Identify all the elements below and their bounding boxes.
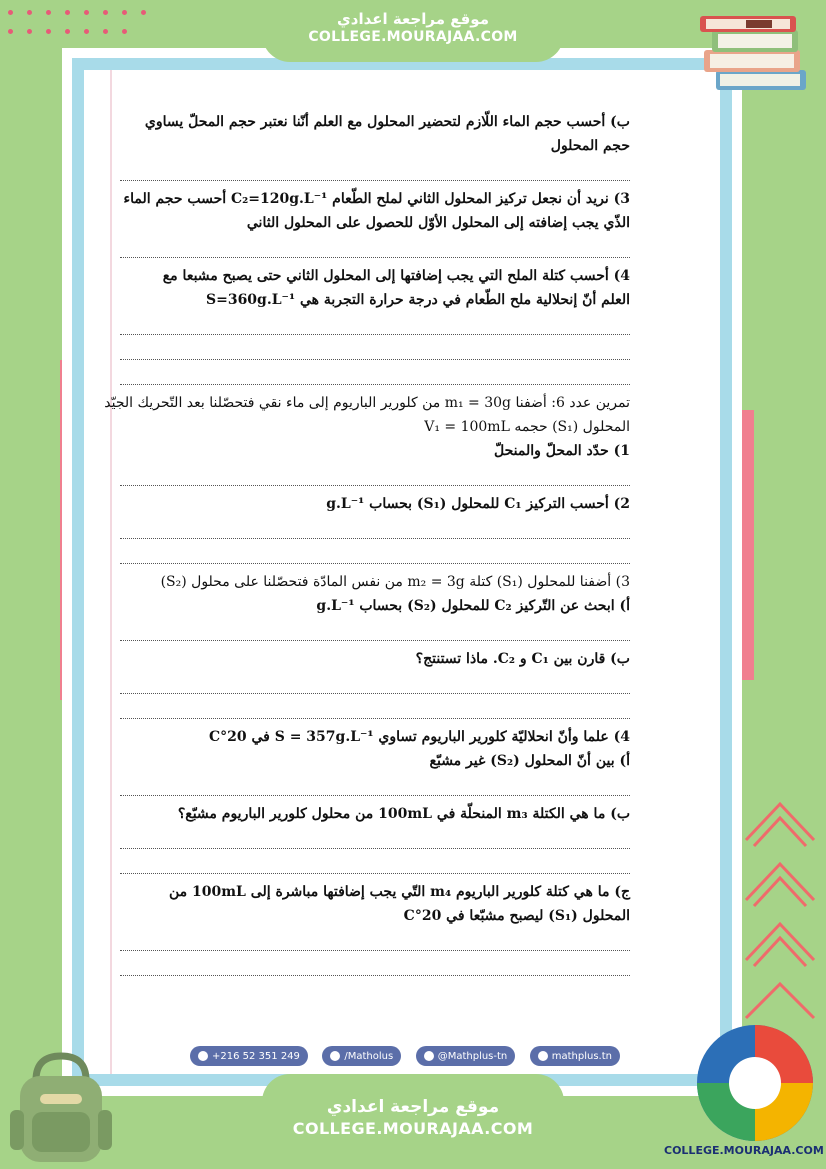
site-name-arabic: موقع مراجعة اعدادي [337, 10, 489, 28]
answer-line[interactable] [120, 675, 630, 694]
answer-line[interactable] [120, 957, 630, 976]
youtube-icon [424, 1051, 434, 1061]
answer-line[interactable] [120, 830, 630, 849]
answer-line[interactable] [120, 932, 630, 951]
question-3-line-2: الذّي يجب إضافته إلى المحلول الأوّل للحصول على المحلول الثاني [246, 215, 630, 231]
site-footer[interactable] [262, 1074, 564, 1169]
logo-icon[interactable] [694, 1022, 816, 1144]
exercise-6-question-4: 4) علما وأنّ انحلاليّة كلورير الباريوم تساوي S = 357g.L⁻¹ في 20°C [208, 729, 630, 745]
globe-icon [538, 1051, 548, 1061]
books-icon [698, 14, 810, 96]
exercise-6-question-1: 1) حدّد المحلّ والمنحلّ [494, 443, 630, 459]
exercise-6-question-2: 2) أحسب التركيز C₁ للمحلول (S₁) بحساب g.L⁻¹ [326, 496, 630, 512]
footer-site-name-arabic: موقع مراجعة اعدادي [326, 1097, 500, 1117]
exercise-6-line-2: المحلول (S₁) حجمه V₁ = 100mL [424, 419, 630, 435]
contact-youtube[interactable]: @Mathplus-tn [416, 1046, 516, 1066]
site-url[interactable]: COLLEGE.MOURAJAA.COM [308, 29, 518, 45]
question-b-line-1: ب) أحسب حجم الماء اللّازم لتحضير المحلول مع العلم أنّنا نعتبر حجم المحلّ يساوي [144, 114, 630, 130]
answer-line[interactable] [120, 520, 630, 539]
answer-line[interactable] [120, 855, 630, 874]
answer-line[interactable] [120, 366, 630, 385]
backpack-icon [6, 1050, 116, 1165]
exercise-6-line-1: تمرين عدد 6: أضفنا m₁ = 30g من كلورير الباريوم إلى ماء نقي فتحصّلنا بعد التّحريك الجيّد [104, 395, 630, 411]
answer-line[interactable] [120, 316, 630, 335]
answer-line[interactable] [120, 622, 630, 641]
question-4-line-1: 4) أحسب كتلة الملح التي يجب إضافتها إلى المحلول الثاني حتى يصبح مشبعا مع [162, 268, 630, 284]
question-b-line-2: حجم المحلول [550, 138, 630, 154]
exercise-6-question-4b: ب) ما هي الكتلة m₃ المنحلّة في 100mL من محلول كلورير الباريوم مشبّع؟ [177, 806, 630, 822]
whatsapp-icon [198, 1051, 208, 1061]
question-3-line-1: 3) نريد أن نجعل تركيز المحلول الثاني لملح الطّعام C₂=120g.L⁻¹ أحسب حجم الماء [123, 191, 630, 207]
footer-site-url[interactable]: COLLEGE.MOURAJAA.COM [292, 1119, 534, 1138]
exercise-6-question-3a: أ) ابحث عن التّركيز C₂ للمحلول (S₂) بحساب g.L⁻¹ [316, 598, 630, 614]
answer-line[interactable] [120, 777, 630, 796]
chevron-up-icon [740, 790, 820, 1020]
site-header[interactable] [262, 0, 564, 62]
contact-website[interactable]: mathplus.tn [530, 1046, 620, 1066]
exercise-6-question-3b: ب) قارن بين C₁ و C₂. ماذا تستنتج؟ [415, 651, 630, 667]
answer-line[interactable] [120, 545, 630, 564]
margin-line [110, 70, 112, 1074]
facebook-icon [330, 1051, 340, 1061]
answer-line[interactable] [120, 239, 630, 258]
answer-line[interactable] [120, 467, 630, 486]
contact-bar [190, 1046, 620, 1066]
contact-facebook[interactable]: /Matholus [322, 1046, 401, 1066]
exercise-6-question-4c-line-1: ج) ما هي كتلة كلورير الباريوم m₄ التّي يجب إضافتها مباشرة إلى 100mL من [168, 884, 630, 900]
worksheet-content [104, 80, 630, 1070]
decorative-dots [0, 0, 208, 60]
answer-line[interactable] [120, 700, 630, 719]
answer-line[interactable] [120, 162, 630, 181]
contact-phone[interactable]: +216 52 351 249 [190, 1046, 308, 1066]
exercise-6-question-4a: أ) بين أنّ المحلول (S₂) غير مشبّع [429, 753, 630, 769]
question-4-line-2: العلم أنّ إنحلالية ملح الطّعام في درجة حرارة التجربة هي S=360g.L⁻¹ [205, 292, 630, 308]
exercise-6-question-4c-line-2: المحلول (S₁) ليصبح مشبّعا في 20°C [403, 908, 630, 924]
answer-line[interactable] [120, 341, 630, 360]
exercise-6-question-3: 3) أضفنا للمحلول (S₁) كتلة m₂ = 3g من نفس المادّة فتحصّلنا على محلول (S₂) [160, 574, 630, 590]
logo-caption: COLLEGE.MOURAJAA.COM [664, 1144, 824, 1157]
